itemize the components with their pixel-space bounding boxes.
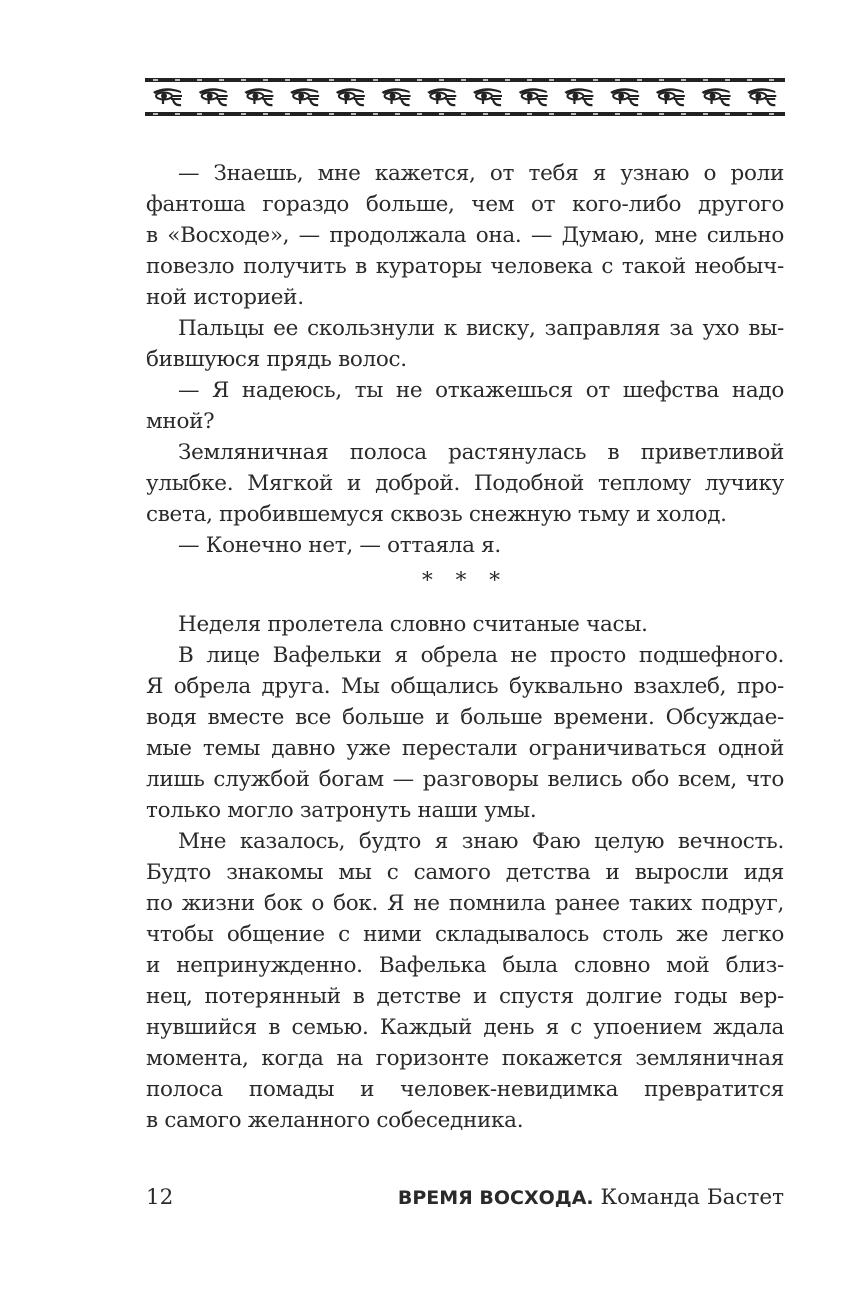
text-line: Пальцы ее скользнули к виску, заправляя за ухо вы-: [178, 316, 784, 341]
eye-of-horus-icon: [747, 88, 776, 105]
book-subtitle: Команда Бастет: [593, 1185, 784, 1210]
page-body: [146, 158, 784, 1136]
text-line: мые темы давно уже перестали ограничиваться одной: [146, 736, 784, 761]
text-line: бившуюся прядь волос.: [146, 347, 407, 372]
page-footer: [146, 1183, 784, 1213]
text-line: ной историей.: [146, 285, 304, 310]
eye-of-horus-icon: [702, 88, 731, 105]
text-line: по жизни бок о бок. Я не помнила ранее таких подруг,: [146, 891, 784, 916]
eye-of-horus-icon: [656, 88, 685, 105]
text-line: — Конечно нет, — оттаяла я.: [178, 533, 501, 558]
text-line: фантоша гораздо больше, чем от кого-либо другого: [146, 192, 784, 217]
text-line: полоса помады и человек-невидимка превратится: [146, 1077, 784, 1102]
text-line: В лице Вафельки я обрела не просто подшефного.: [178, 643, 784, 668]
running-title: [398, 1183, 784, 1213]
eye-of-horus-icon: [336, 88, 365, 105]
text-line: Будто знакомы мы с самого детства и выросли идя: [146, 860, 784, 885]
eye-of-horus-icon: [382, 88, 411, 105]
text-line: и непринужденно. Вафелька была словно мой близ-: [146, 953, 784, 978]
eye-of-horus-icon: [427, 88, 456, 105]
eye-of-horus-icon: [199, 88, 228, 105]
text-line: — Я надеюсь, ты не откажешься от шефства надо: [178, 378, 784, 403]
text-line: водя вместе все больше и больше времени. Обсуждае-: [146, 705, 784, 730]
text-line: в «Восходе», — продолжала она. — Думаю, мне сильно: [146, 223, 784, 248]
eye-of-horus-icon: [564, 88, 593, 105]
text-line: повезло получить в кураторы человека с такой необыч-: [146, 254, 784, 279]
eye-of-horus-icon: [473, 88, 502, 105]
text-line: чтобы общение с ними складывалось столь же легко: [146, 922, 784, 947]
title-separator: .: [586, 1187, 594, 1209]
text-line: момента, когда на горизонте покажется земляничная: [146, 1046, 784, 1071]
text-line: лишь службой богам — разговоры велись обо всем, что: [146, 767, 784, 792]
eye-of-horus-ornament-border: [145, 76, 785, 118]
text-line: мной?: [146, 409, 215, 434]
eye-of-horus-icon: [519, 88, 548, 105]
text-line: нувшийся в семью. Каждый день я с упоением ждала: [146, 1015, 784, 1040]
text-line: в самого желанного собеседника.: [146, 1108, 524, 1133]
text-line: — Знаешь, мне кажется, от тебя я узнаю о роли: [178, 161, 784, 186]
eye-of-horus-icon: [290, 88, 319, 105]
book-title: ВРЕМЯ ВОСХОДА: [397, 1187, 587, 1209]
section-separator: * * *: [422, 568, 508, 593]
eye-of-horus-icon: [244, 88, 273, 105]
text-line: Я обрела друга. Мы общались буквально взахлеб, про-: [146, 674, 784, 699]
text-line: Земляничная полоса растянулась в приветливой: [178, 440, 784, 465]
text-line: света, пробившемуся сквозь снежную тьму и холод.: [146, 502, 727, 527]
text-line: нец, потерянный в детстве и спустя долгие годы вер-: [146, 984, 784, 1009]
text-line: улыбке. Мягкой и доброй. Подобной теплому лучику: [146, 471, 784, 496]
text-line: только могло затронуть наши умы.: [146, 798, 537, 823]
text-line: Неделя пролетела словно считаные часы.: [178, 612, 648, 637]
eye-of-horus-icon: [153, 88, 182, 105]
text-line: Мне казалось, будто я знаю Фаю целую вечность.: [178, 829, 784, 854]
page-number: 12: [146, 1185, 174, 1210]
eye-of-horus-icon: [610, 88, 639, 105]
